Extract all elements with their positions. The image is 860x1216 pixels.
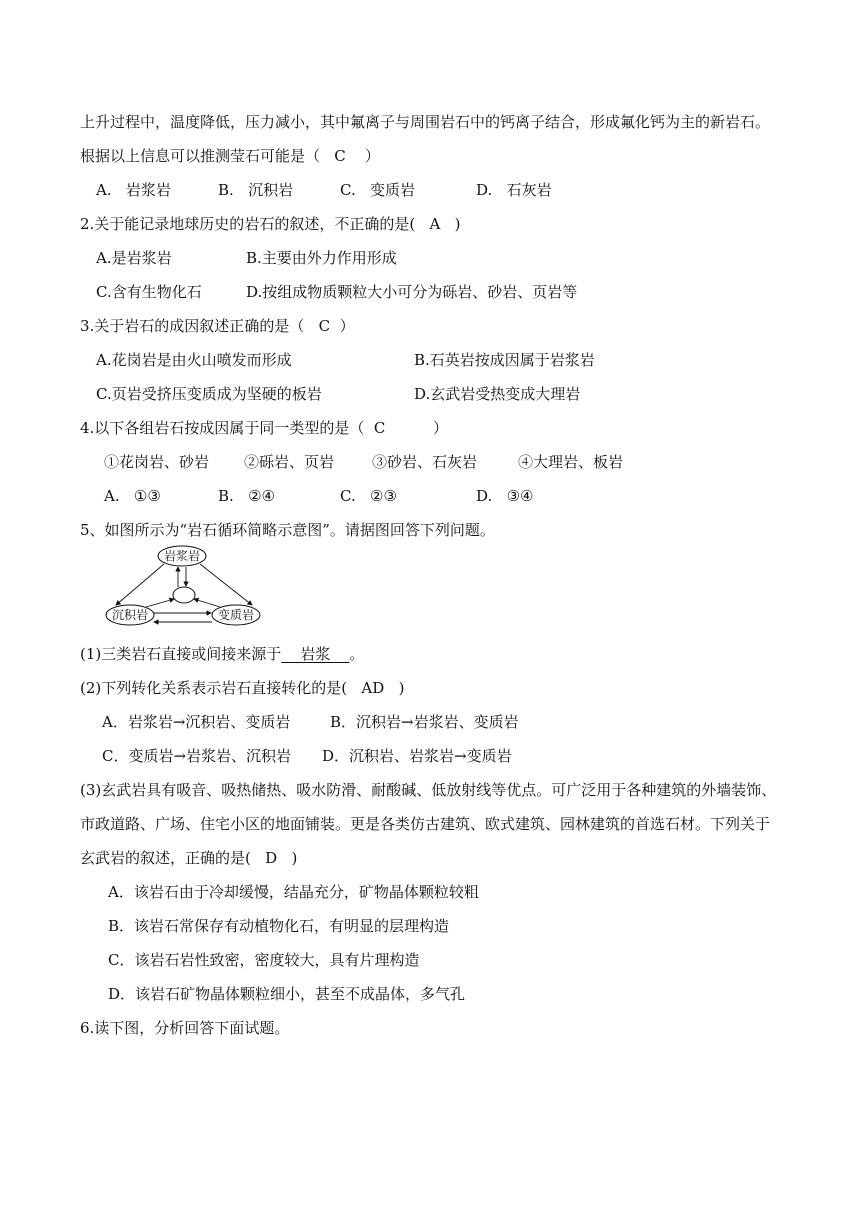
magma-node xyxy=(173,587,195,603)
q5-sub3-line-2: 市政道路、广场、住宅小区的地面铺装。更是各类仿古建筑、欧式建筑、园林建筑的首选石材。下列关于 xyxy=(80,815,771,833)
arrow-igneous-to-metamorphic xyxy=(200,564,252,605)
q4-group-3: ③砂岩、石灰岩 xyxy=(372,453,478,471)
q5-sub3-option-c: C．该岩石岩性致密，密度较大，具有片理构造 xyxy=(108,951,420,969)
q4-option-d: D. ③④ xyxy=(476,487,534,505)
q5-sub3-line-1: (3)玄武岩具有吸音、吸热储热、吸水防滑、耐酸碱、低放射线等优点。可广泛用于各种建筑的外墙装饰、 xyxy=(80,781,777,799)
q1-option-c: C. 变质岩 xyxy=(340,181,416,199)
q2-stem: 2.关于能记录地球历史的岩石的叙述，不正确的是( A ) xyxy=(80,215,461,233)
q2-option-c: C.含有生物化石 xyxy=(96,283,202,301)
q2-option-a: A.是岩浆岩 xyxy=(96,249,172,267)
q5-sub2-option-d: D．沉积岩、岩浆岩→变质岩 xyxy=(322,747,512,765)
q3-option-c: C.页岩受挤压变质成为坚硬的板岩 xyxy=(96,385,322,403)
q5-sub3-option-d: D．该岩石矿物晶体颗粒细小，甚至不成晶体，多气孔 xyxy=(108,985,466,1003)
arrow-sedimentary-to-magma xyxy=(146,599,174,607)
rock-cycle-diagram xyxy=(104,543,264,633)
q4-option-a: A. ①③ xyxy=(104,487,161,505)
intro-question: 根据以上信息可以推测莹石可能是（ C ） xyxy=(80,147,380,165)
q5-sub2-option-b: B．沉积岩→岩浆岩、变质岩 xyxy=(330,713,519,731)
arrow-igneous-to-sedimentary xyxy=(116,564,164,605)
q4-group-2: ②砾岩、页岩 xyxy=(244,453,335,471)
q5-sub1-suffix: 。 xyxy=(349,645,365,663)
q5-sub2-option-a: A．岩浆岩→沉积岩、变质岩 xyxy=(102,713,291,731)
q1-option-b: B. 沉积岩 xyxy=(218,181,294,199)
q5-sub1-prefix: (1)三类岩石直接或间接来源于 xyxy=(80,645,282,663)
arrow-metamorphic-to-magma xyxy=(194,599,220,607)
q4-group-4: ④大理岩、板岩 xyxy=(518,453,624,471)
q6-stem: 6.读下图，分析回答下面试题。 xyxy=(80,1019,290,1037)
q3-option-d: D.玄武岩受热变成大理岩 xyxy=(414,385,581,403)
q5-sub2-stem: (2)下列转化关系表示岩石直接转化的是( AD ) xyxy=(80,679,405,697)
intro-line-1: 上升过程中，温度降低，压力减小，其中氟离子与周围岩石中的钙离子结合，形成氟化钙为主的新岩石。 xyxy=(80,113,771,131)
q5-sub2-option-c: C．变质岩→岩浆岩、沉积岩 xyxy=(102,747,292,765)
q3-option-a: A.花岗岩是由火山喷发而形成 xyxy=(96,351,292,369)
q2-option-d: D.按组成物质颗粒大小可分为砾岩、砂岩、页岩等 xyxy=(246,283,578,301)
diagram-label-igneous: 岩浆岩 xyxy=(163,549,201,563)
diagram-label-sedimentary: 沉积岩 xyxy=(111,608,149,622)
q4-stem: 4.以下各组岩石按成因属于同一类型的是（ C ） xyxy=(80,419,449,437)
q5-sub3-option-b: B．该岩石常保存有动植物化石，有明显的层理构造 xyxy=(108,917,450,935)
q5-sub3-line-3: 玄武岩的叙述，正确的是( D ) xyxy=(80,849,298,867)
q5-sub1-answer: 岩浆 xyxy=(281,645,350,663)
q2-option-b: B.主要由外力作用形成 xyxy=(246,249,397,267)
q3-option-b: B.石英岩按成因属于岩浆岩 xyxy=(414,351,595,369)
q1-option-d: D. 石灰岩 xyxy=(476,181,552,199)
q1-option-a: A. 岩浆岩 xyxy=(96,181,171,199)
q5-sub3-option-a: A．该岩石由于冷却缓慢，结晶充分，矿物晶体颗粒较粗 xyxy=(108,883,479,901)
q5-sub1 xyxy=(80,644,364,664)
q4-option-c: C. ②③ xyxy=(340,487,397,505)
q4-group-1: ①花岗岩、砂岩 xyxy=(104,453,210,471)
q4-option-b: B. ②④ xyxy=(218,487,275,505)
q5-stem: 5、如图所示为“岩石循环简略示意图”。请据图回答下列问题。 xyxy=(80,521,495,539)
diagram-label-metamorphic: 变质岩 xyxy=(217,608,255,622)
q3-stem: 3.关于岩石的成因叙述正确的是（ C ） xyxy=(80,317,355,335)
